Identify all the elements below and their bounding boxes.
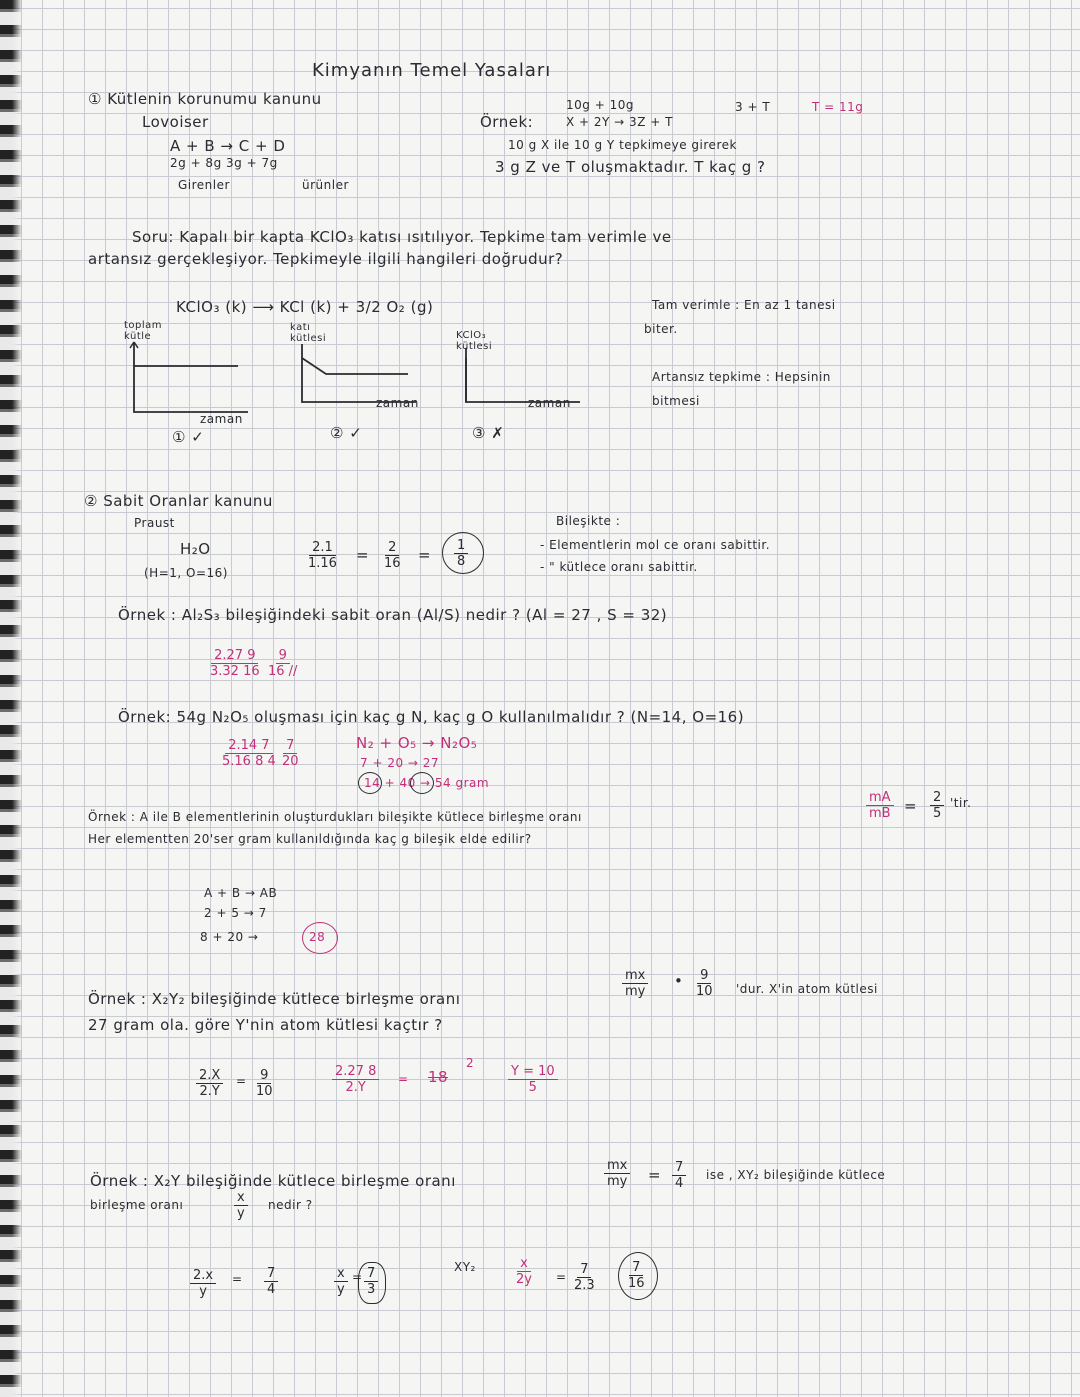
x2y-ratio-value: $\frac{7}{4}$ — [672, 1160, 686, 1191]
example1-line1: 10 g X ile 10 g Y tepkimeye girerek — [508, 138, 737, 152]
compound-note-title: Bileşikte : — [556, 514, 621, 528]
example-ab-line1: Örnek : A ile B elementlerinin oluşturdukları bileşikte kütlece birleşme oranı — [88, 810, 582, 824]
section2-author: Praust — [134, 516, 175, 530]
ab-ratio-symbol: $\frac{mA}{mB}$ — [866, 790, 894, 821]
graph1-mark: ① ✓ — [172, 428, 205, 446]
o-circle — [410, 772, 434, 794]
x2y2-work-d2: 2 — [466, 1056, 475, 1070]
x2y2-dot: • — [674, 972, 684, 990]
ab-answer: 28 — [309, 930, 326, 944]
equals-2: = — [418, 546, 432, 564]
example-ab-line2: Her elementten 20'ser gram kullanıldığında kaç g bileşik elde edilir? — [88, 832, 532, 846]
section1-heading: ① Kütlenin korunumu kanunu — [88, 90, 322, 108]
example-x2y-line1: Örnek : X₂Y bileşiğinde kütlece birleşme oranı — [90, 1172, 456, 1190]
example1-equation: X + 2Y → 3Z + T — [566, 115, 673, 129]
x2y-answer: $\frac{7}{16}$ — [628, 1260, 645, 1291]
example-x2y2-line1: Örnek : X₂Y₂ bileşiğinde kütlece birleşme oranı — [88, 990, 461, 1008]
water-formula: H₂O — [180, 540, 211, 558]
x2y-work-a: $\frac{2.x}{y}$ — [190, 1268, 216, 1299]
x2y-xy-ratio: $\frac{x}{y}$ — [234, 1190, 248, 1221]
n2o5-work: $\frac{2.14 7}{5.16 8 4}$ — [222, 738, 276, 769]
graph1-total-mass — [128, 340, 248, 420]
example-n2o5: Örnek: 54g N₂O₅ oluşması için kaç g N, kaç g O kullanılmalıdır ? (N=14, O=16) — [118, 708, 745, 726]
compound-note-2: - " kütlece oranı sabittir. — [540, 560, 698, 574]
x2y2-work-a: $\frac{2.X}{2.Y}$ — [196, 1068, 223, 1099]
al2s3-work: $\frac{2.27 9}{3.32 16}$ — [210, 648, 260, 679]
x2y-work-a-value: $\frac{7}{4}$ — [264, 1266, 278, 1297]
x2y2-line1b: 'dur. X'in atom kütlesi — [736, 982, 878, 996]
compound-note-1: - Elementlerin mol ce oranı sabittir. — [540, 538, 771, 552]
example1-line2: 3 g Z ve T oluşmaktadır. T kaç g ? — [495, 158, 766, 176]
graph2-mark: ② ✓ — [330, 424, 363, 442]
ab-work2: 2 + 5 → 7 — [204, 906, 267, 920]
graph1-time-label: zaman — [200, 412, 243, 426]
ab-tir: 'tir. — [950, 796, 972, 810]
section2-heading: ② Sabit Oranlar kanunu — [84, 492, 273, 510]
question-line2: artansız gerçekleşiyor. Tepkimeyle ilgili hangileri doğrudur? — [88, 250, 564, 268]
x2y-work-c-value: $\frac{7}{2.3}$ — [574, 1262, 595, 1293]
water-ratio-2: $\frac{2}{16}$ — [384, 540, 401, 571]
page-title: Kimyanın Temel Yasaları — [312, 60, 552, 81]
x2y2-eq-c: = — [398, 1072, 409, 1086]
n2o5-eq2: 7 + 20 → 27 — [360, 756, 440, 770]
ab-ratio-value: $\frac{2}{5}$ — [930, 790, 944, 821]
x2y-eq: = — [648, 1166, 662, 1184]
n-circle — [358, 772, 382, 794]
x2y2-ratio-symbol: $\frac{mx}{my}$ — [622, 968, 648, 999]
note-full-yield: Tam verimle : En az 1 tanesi — [652, 298, 836, 312]
ab-work1: A + B → AB — [204, 886, 278, 900]
x2y2-work-d: 18 — [428, 1068, 449, 1086]
x2y-xy2: XY₂ — [454, 1260, 476, 1274]
example-al2s3: Örnek : Al₂S₃ bileşiğindeki sabit oran (Al/S) nedir ? (Al = 27 , S = 32) — [118, 606, 668, 624]
example-x2y2-line2: 27 gram ola. göre Y'nin atom kütlesi kaçtır ? — [88, 1016, 443, 1034]
example1-answer: T = 11g — [812, 100, 864, 114]
question-line1: Soru: Kapalı bir kapta KClO₃ katısı ısıtılıyor. Tepkime tam verimle ve — [132, 228, 672, 246]
products-label: ürünler — [302, 178, 349, 192]
x2y2-work-b: $\frac{9}{10}$ — [256, 1068, 273, 1099]
x2y-line2a: birleşme oranı — [90, 1198, 184, 1212]
section1-masses: 2g + 8g 3g + 7g — [170, 156, 278, 170]
x2y2-eq-a: = — [236, 1074, 247, 1088]
spiral-binding — [0, 0, 22, 1397]
example1-top-masses: 10g + 10g — [566, 98, 634, 112]
section1-equation: A + B → C + D — [170, 137, 286, 155]
n2o5-ratio: $\frac{7}{20}$ — [282, 738, 299, 769]
x2y-eq-a: = — [232, 1272, 243, 1286]
n2o5-eq1: N₂ + O₅ → N₂O₅ — [356, 734, 478, 752]
x2y-work-b: $\frac{x}{y}$ — [334, 1266, 348, 1297]
x2y-work-b-value: $\frac{7}{3}$ — [364, 1266, 378, 1297]
graph2-time-label: zaman — [376, 396, 419, 410]
note-no-excess: Artansız tepkime : Hepsinin — [652, 370, 831, 384]
x2y-line2b: nedir ? — [268, 1198, 313, 1212]
section1-author: Lovoiser — [142, 113, 209, 131]
example1-right: 3 + T — [735, 100, 771, 114]
example1-label: Örnek: — [480, 113, 534, 131]
x2y-ratio-symbol: $\frac{mx}{my}$ — [604, 1158, 630, 1189]
equals-1: = — [356, 546, 370, 564]
x2y2-ratio-value: $\frac{9}{10}$ — [696, 968, 713, 999]
x2y2-work-c: $\frac{2.27 8}{2.Y}$ — [332, 1064, 379, 1095]
water-ratio-result: $\frac{1}{8}$ — [454, 538, 468, 569]
x2y-eq-c: = — [556, 1270, 567, 1284]
graph3-label: KClO₃ kütlesi — [456, 330, 493, 352]
question-reaction: KClO₃ (k) ⟶ KCl (k) + 3/2 O₂ (g) — [176, 298, 434, 316]
x2y-work-c: $\frac{x}{2y}$ — [516, 1256, 532, 1287]
ab-work3: 8 + 20 → — [200, 930, 259, 944]
reactants-label: Girenler — [178, 178, 230, 192]
x2y-eq-b: = — [352, 1270, 363, 1284]
x2y2-answer: $\frac{Y = 10}{5}$ — [508, 1064, 558, 1095]
al2s3-result: $\frac{9}{16 //}$ — [268, 648, 298, 679]
graph1-label: toplam kütle — [124, 320, 163, 342]
water-masses: (H=1, O=16) — [144, 566, 228, 580]
n2o5-eq3: 14 + 40 → 54 gram — [364, 776, 490, 790]
water-ratio-1: $\frac{2.1}{1.16}$ — [308, 540, 337, 571]
graph3-time-label: zaman — [528, 396, 571, 410]
x2y-ise: ise , XY₂ bileşiğinde kütlece — [706, 1168, 886, 1182]
graph2-label: katı kütlesi — [290, 322, 327, 344]
note-full-yield-cont: biter. — [644, 322, 678, 336]
ab-equals: = — [904, 797, 918, 815]
note-no-excess-cont: bitmesi — [652, 394, 700, 408]
graph3-mark: ③ ✗ — [472, 424, 505, 442]
